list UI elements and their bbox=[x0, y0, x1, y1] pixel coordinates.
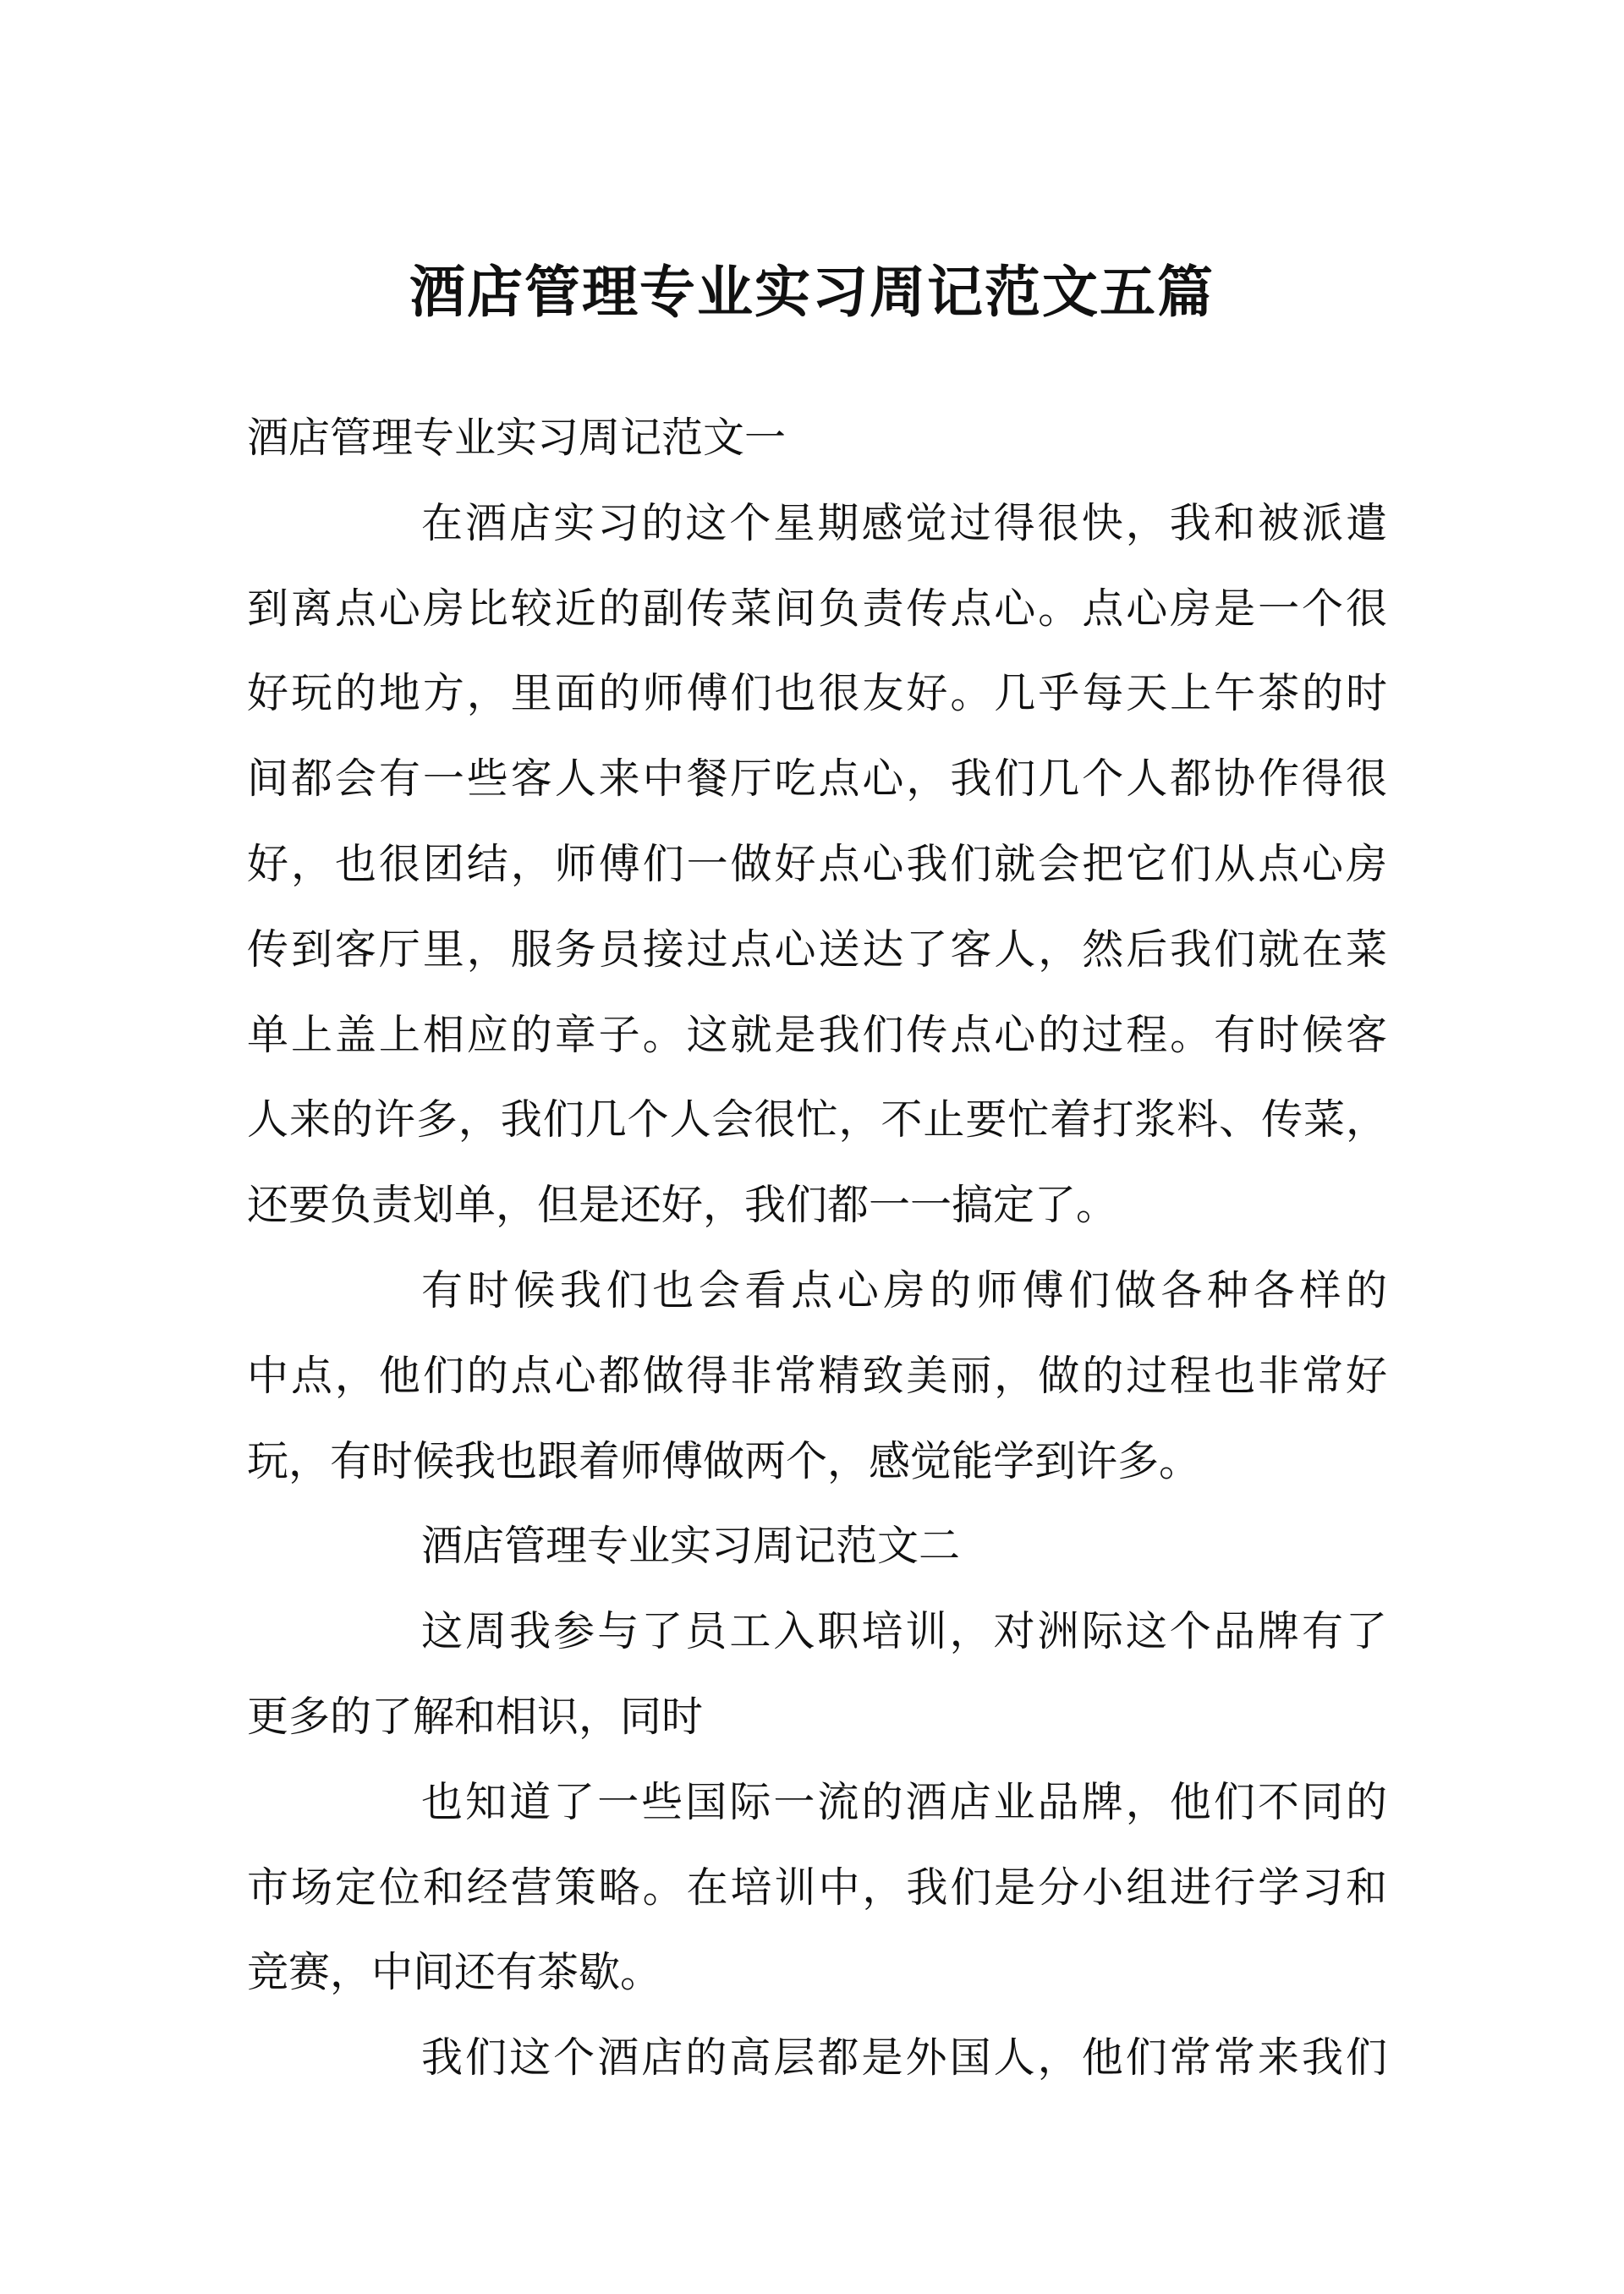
text-line: 到离点心房比较近的副传菜间负责传点心。点心房是一个很 bbox=[247, 584, 1387, 633]
text-line: 也知道了一些国际一流的酒店业品牌，他们不同的 bbox=[421, 1777, 1387, 1826]
text-line: 在酒店实习的这个星期感觉过得很快，我和被派遣 bbox=[421, 498, 1387, 547]
text-line: 单上盖上相应的章子。这就是我们传点心的过程。有时候客 bbox=[247, 1010, 1387, 1059]
text-line: 市场定位和经营策略。在培训中，我们是分小组进行学习和 bbox=[247, 1863, 1387, 1912]
text-line: 更多的了解和相识，同时 bbox=[247, 1692, 704, 1741]
text-line: 酒店管理专业实习周记范文二 bbox=[421, 1522, 961, 1571]
text-line: 我们这个酒店的高层都是外国人，他们常常来我们 bbox=[421, 2033, 1387, 2083]
text-line: 好玩的地方，里面的师傅们也很友好。几乎每天上午茶的时 bbox=[247, 669, 1387, 718]
text-line: 传到客厅里，服务员接过点心送达了客人，然后我们就在菜 bbox=[247, 925, 1387, 974]
text-line: 竞赛，中间还有茶歇。 bbox=[247, 1948, 662, 1997]
text-line: 还要负责划单，但是还好，我们都一一搞定了。 bbox=[247, 1181, 1118, 1230]
text-line: 有时候我们也会看点心房的师傅们做各种各样的 bbox=[421, 1265, 1387, 1314]
text-line: 玩，有时候我也跟着师傅做两个，感觉能学到许多。 bbox=[247, 1436, 1201, 1485]
text-line: 好，也很团结，师傅们一做好点心我们就会把它们从点心房 bbox=[247, 839, 1387, 888]
text-line: 酒店管理专业实习周记范文一 bbox=[247, 414, 787, 462]
document-body bbox=[247, 396, 1387, 2101]
text-line: 人来的许多，我们几个人会很忙，不止要忙着打浆料、传菜， bbox=[247, 1095, 1387, 1144]
text-line: 间都会有一些客人来中餐厅吃点心，我们几个人都协作得很 bbox=[247, 755, 1387, 804]
document-title: 酒店管理专业实习周记范文五篇 bbox=[409, 259, 1215, 325]
text-line: 这周我参与了员工入职培训，对洲际这个品牌有了 bbox=[421, 1607, 1387, 1656]
text-line: 中点，他们的点心都做得非常精致美丽，做的过程也非常好 bbox=[247, 1351, 1387, 1400]
